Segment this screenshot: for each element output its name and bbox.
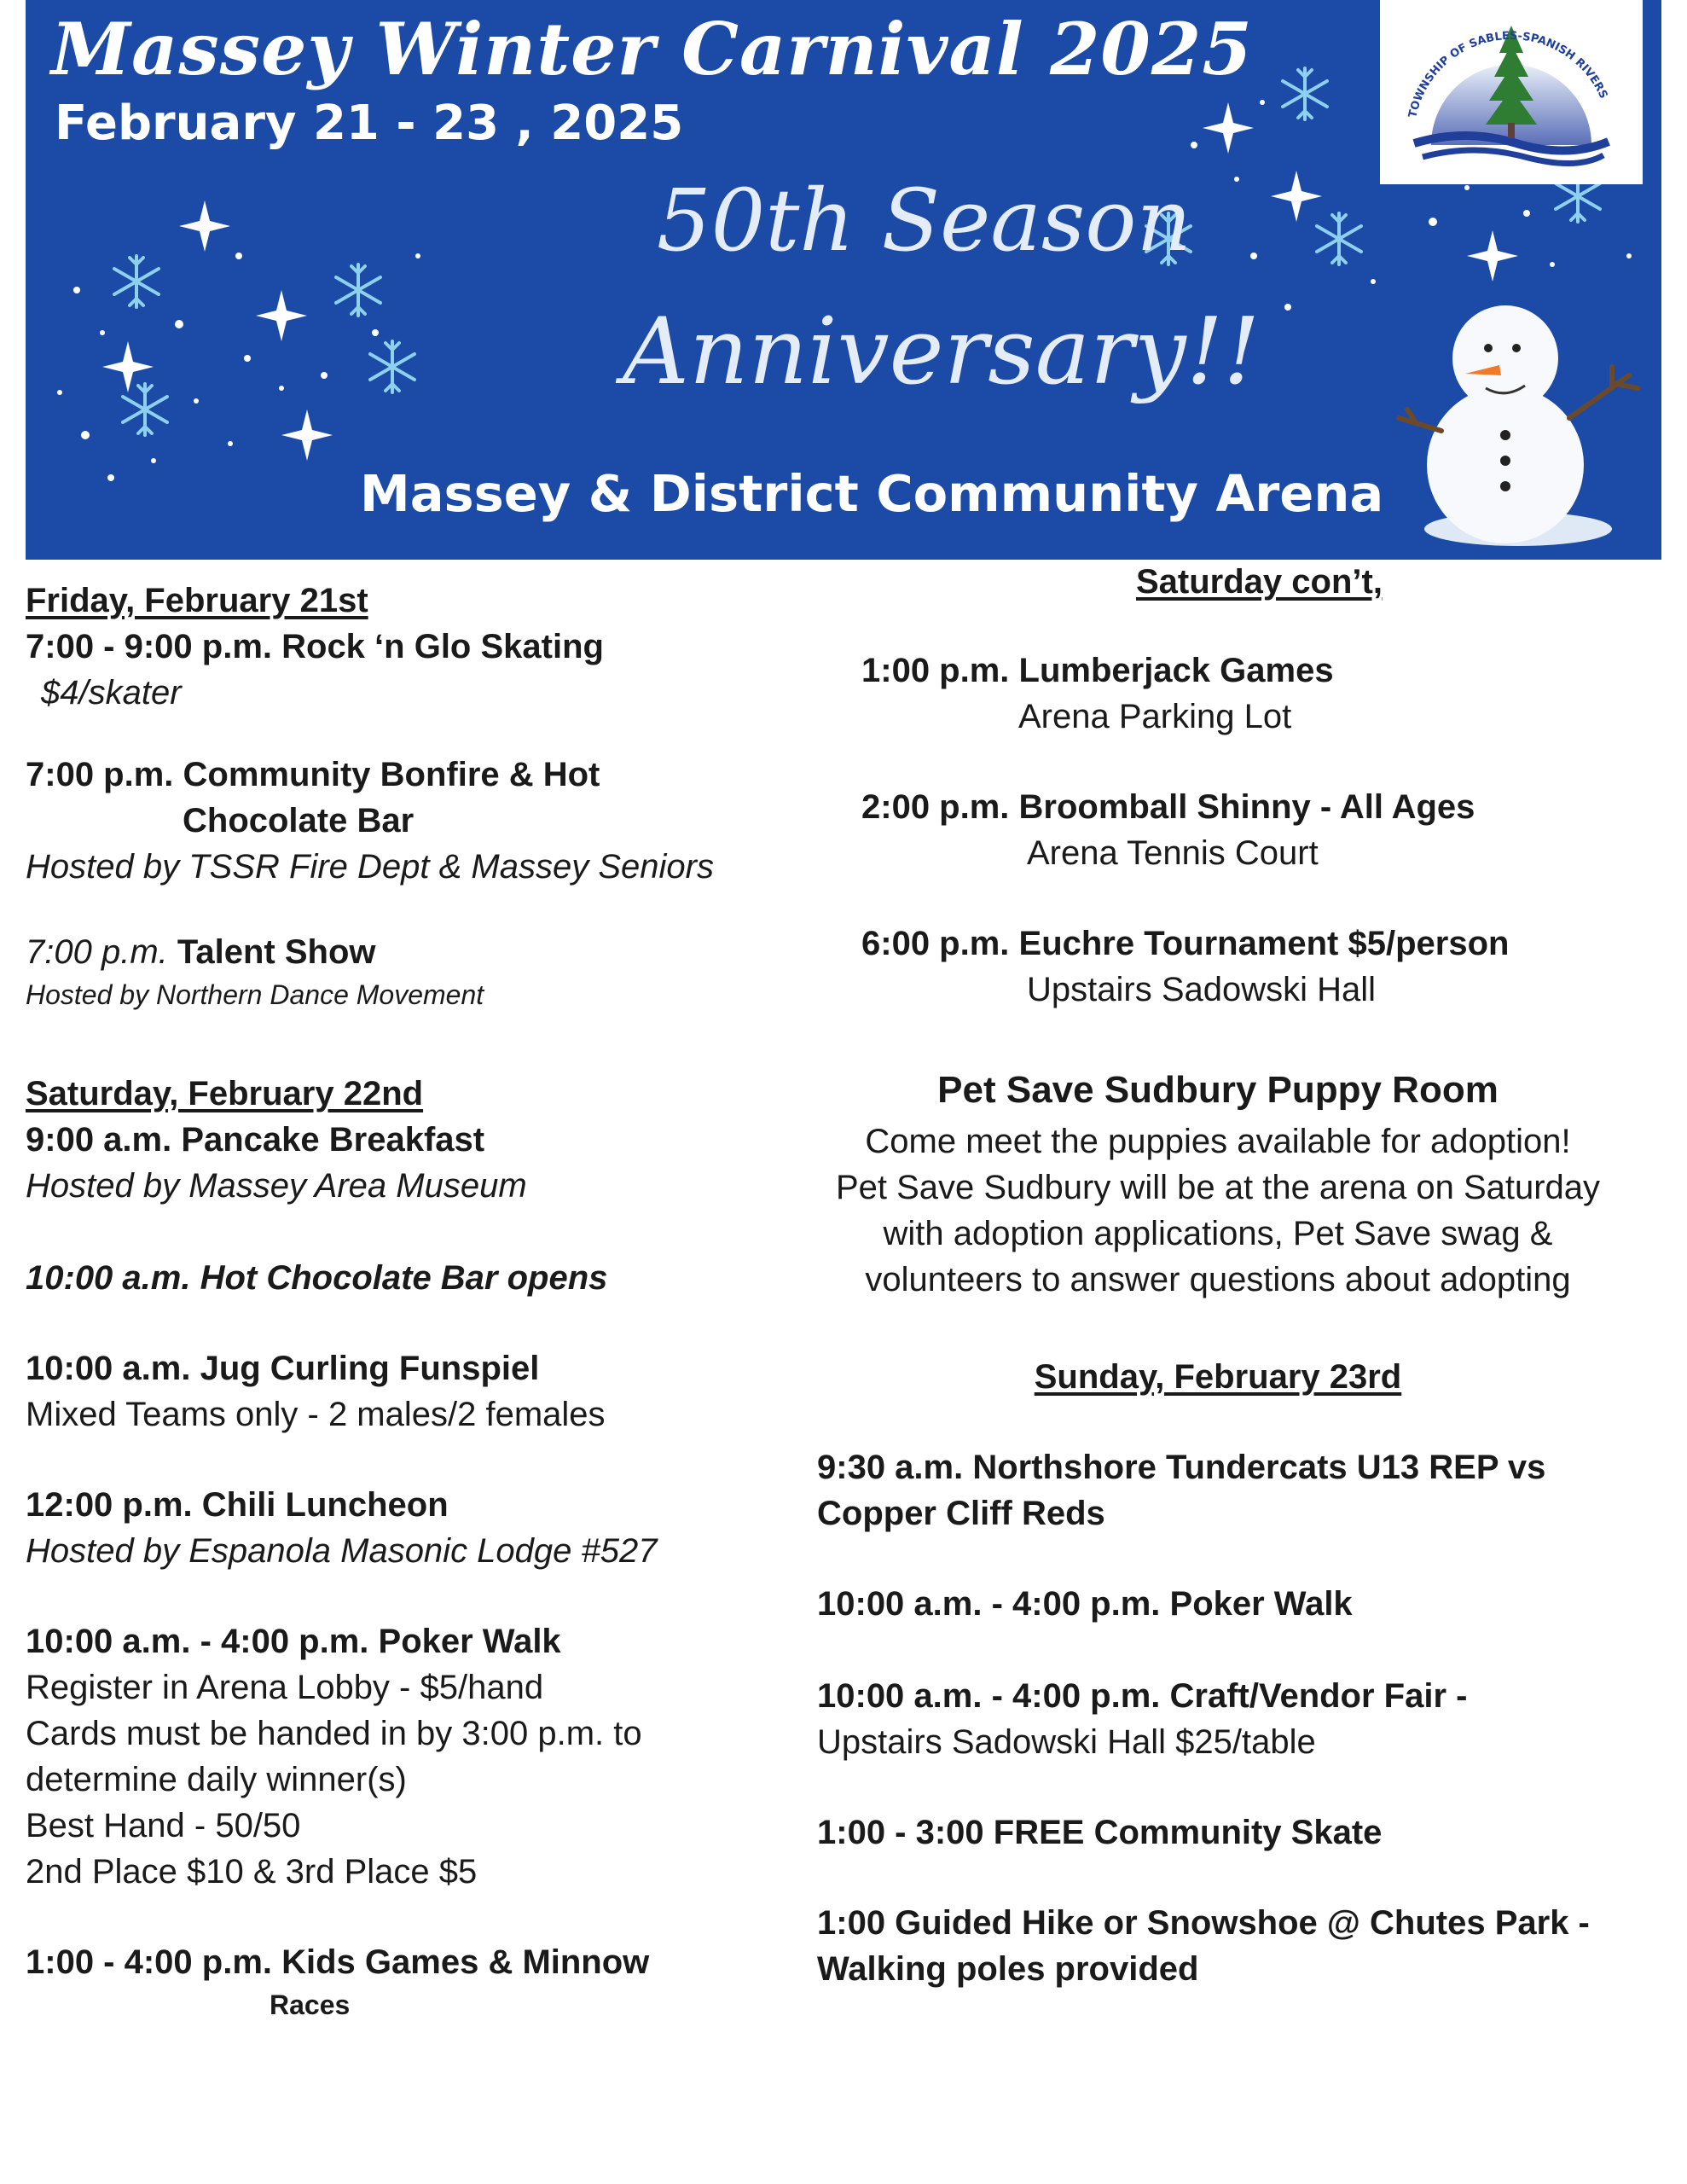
friday-event-skating-price: $4/skater xyxy=(41,674,182,712)
event-dates: February 21 - 23 , 2025 xyxy=(55,96,684,151)
puppy-room-line4: volunteers to answer questions about adopting xyxy=(865,1261,1571,1298)
event-banner xyxy=(26,0,1661,560)
sparkle-icon xyxy=(179,200,230,252)
friday-event-bonfire-host: Hosted by TSSR Fire Dept & Massey Seniors xyxy=(26,848,714,886)
sunday-event-craft-fair: 10:00 a.m. - 4:00 p.m. Craft/Vendor Fair - xyxy=(817,1677,1468,1715)
poker-register: Register in Arena Lobby - $5/hand xyxy=(26,1669,544,1706)
saturday-event-pancake: 9:00 a.m. Pancake Breakfast xyxy=(26,1121,485,1159)
puppy-room-line1: Come meet the puppies available for adoption! xyxy=(865,1123,1571,1160)
saturday-cont-broomball: 2:00 p.m. Broomball Shinny - All Ages xyxy=(861,788,1475,826)
anniversary-script-line1: 50th Season xyxy=(657,171,1191,270)
friday-event-bonfire: 7:00 p.m. Community Bonfire & Hot xyxy=(26,756,600,793)
friday-event-skating: 7:00 - 9:00 p.m. Rock ‘n Glo Skating xyxy=(26,628,604,665)
sunday-event-hockey-cont: Copper Cliff Reds xyxy=(817,1495,1105,1532)
snowflake-icon xyxy=(336,264,380,316)
sparkle-icon xyxy=(281,410,333,461)
saturday-event-chili-host: Hosted by Espanola Masonic Lodge #527 xyxy=(26,1532,658,1570)
saturday-cont-heading: Saturday con’t, xyxy=(1136,563,1383,601)
snowflake-icon xyxy=(1317,213,1361,264)
saturday-event-curling-note: Mixed Teams only - 2 males/2 females xyxy=(26,1396,606,1433)
event-venue: Massey & District Community Arena xyxy=(360,464,1384,523)
sunday-event-hike-cont: Walking poles provided xyxy=(817,1950,1199,1988)
puppy-room-line2: Pet Save Sudbury will be at the arena on Saturday xyxy=(835,1169,1601,1206)
talent-time: 7:00 p.m. xyxy=(26,933,168,971)
poker-best-hand: Best Hand - 50/50 xyxy=(26,1807,301,1844)
sunday-event-poker: 10:00 a.m. - 4:00 p.m. Poker Walk xyxy=(817,1585,1353,1623)
snowflake-icon xyxy=(123,384,167,435)
saturday-cont-lumberjack: 1:00 p.m. Lumberjack Games xyxy=(861,652,1334,689)
sunday-event-craft-fair-location: Upstairs Sadowski Hall $25/table xyxy=(817,1723,1316,1761)
anniversary-script-line2: Anniversary!! xyxy=(623,299,1261,405)
saturday-event-hot-chocolate: 10:00 a.m. Hot Chocolate Bar opens xyxy=(26,1259,608,1297)
puppy-room-line3: with adoption applications, Pet Save swag & xyxy=(883,1215,1553,1252)
friday-event-talent xyxy=(26,935,376,969)
friday-heading: Friday, February 21st xyxy=(26,582,368,619)
logo-text: TOWNSHIP OF SABLES-SPANISH RIVERS xyxy=(1406,29,1610,119)
sparkle-icon xyxy=(256,290,307,341)
pine-tree-icon xyxy=(1380,0,1643,184)
saturday-heading: Saturday, February 22nd xyxy=(26,1075,424,1112)
saturday-event-pancake-host: Hosted by Massey Area Museum xyxy=(26,1167,527,1205)
sparkle-icon xyxy=(1203,102,1254,154)
sunday-event-hockey: 9:30 a.m. Northshore Tundercats U13 REP vs xyxy=(817,1449,1546,1486)
sunday-heading: Sunday, February 23rd xyxy=(1034,1358,1402,1396)
sunday-event-hike: 1:00 Guided Hike or Snowshoe @ Chutes Park - xyxy=(817,1904,1590,1942)
sunday-event-skate: 1:00 - 3:00 FREE Community Skate xyxy=(817,1814,1383,1851)
poker-prizes: 2nd Place $10 & 3rd Place $5 xyxy=(26,1853,478,1891)
saturday-event-poker: 10:00 a.m. - 4:00 p.m. Poker Walk xyxy=(26,1623,561,1660)
saturday-event-kids-games: 1:00 - 4:00 p.m. Kids Games & Minnow xyxy=(26,1943,650,1981)
puppy-room-heading: Pet Save Sudbury Puppy Room xyxy=(937,1069,1499,1111)
snowflake-icon xyxy=(114,256,159,307)
saturday-cont-broomball-location: Arena Tennis Court xyxy=(1027,834,1319,872)
saturday-cont-lumberjack-location: Arena Parking Lot xyxy=(1018,698,1292,735)
sparkle-icon xyxy=(1467,230,1518,282)
township-logo xyxy=(1380,0,1643,184)
saturday-event-chili: 12:00 p.m. Chili Luncheon xyxy=(26,1486,449,1524)
saturday-cont-euchre: 6:00 p.m. Euchre Tournament $5/person xyxy=(861,925,1510,962)
snowflake-icon xyxy=(370,341,415,392)
saturday-event-kids-games-cont: Races xyxy=(270,1989,351,2020)
poker-cards: Cards must be handed in by 3:00 p.m. to xyxy=(26,1715,642,1752)
saturday-event-curling: 10:00 a.m. Jug Curling Funspiel xyxy=(26,1350,540,1387)
talent-name: Talent Show xyxy=(177,933,376,971)
poker-winner: determine daily winner(s) xyxy=(26,1761,407,1798)
sparkle-icon xyxy=(1271,171,1322,222)
snowman-icon xyxy=(1399,305,1638,546)
friday-event-bonfire-cont: Chocolate Bar xyxy=(183,802,415,839)
event-title: Massey Winter Carnival 2025 xyxy=(51,7,1253,91)
snowflake-icon xyxy=(1283,68,1327,119)
saturday-cont-euchre-location: Upstairs Sadowski Hall xyxy=(1027,971,1377,1008)
friday-event-talent-host: Hosted by Northern Dance Movement xyxy=(26,979,484,1010)
